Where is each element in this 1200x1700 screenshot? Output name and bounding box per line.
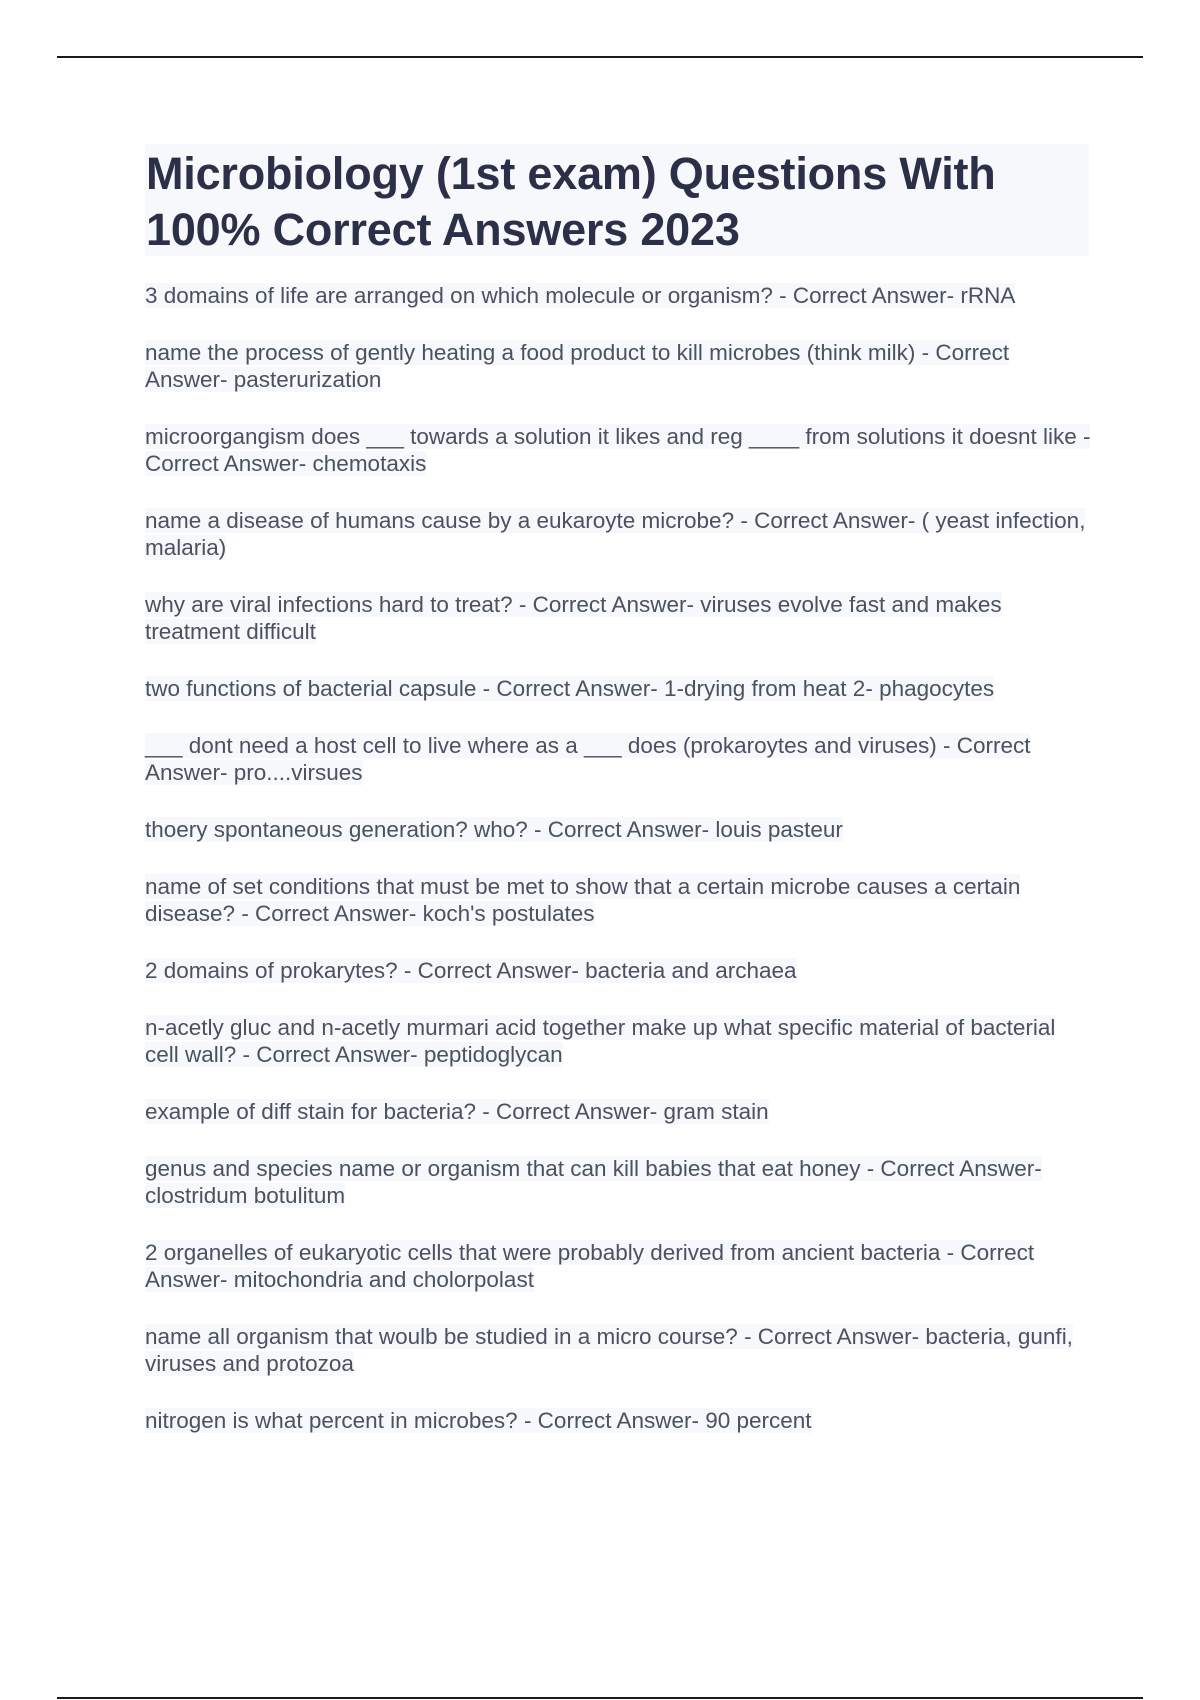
page-title: Microbiology (1st exam) Questions With 100% Correct Answers 2023 (146, 148, 996, 255)
qa-item-10 (145, 957, 1095, 984)
qa-item-5 (145, 591, 1095, 645)
qa-text: ___ dont need a host cell to live where as a ___ does (prokaroytes and viruses) - Correct Answer- pro....virsues (145, 733, 1031, 785)
qa-item-9 (145, 873, 1095, 927)
qa-text: 3 domains of life are arranged on which molecule or organism? - Correct Answer- rRNA (145, 283, 1016, 308)
qa-item-2 (145, 339, 1095, 393)
qa-item-8 (145, 816, 1095, 843)
qa-item-3 (145, 423, 1095, 477)
qa-item-7 (145, 732, 1095, 786)
top-divider (57, 56, 1143, 58)
qa-text: two functions of bacterial capsule - Correct Answer- 1-drying from heat 2- phagocytes (145, 676, 995, 701)
qa-text: name all organism that woulb be studied in a micro course? - Correct Answer- bacteria, gunfi, viruses and protozoa (145, 1324, 1073, 1376)
qa-text: n-acetly gluc and n-acetly murmari acid together make up what specific material of bacterial cell wall? - Correct Answer- peptidoglycan (145, 1015, 1056, 1067)
qa-item-15 (145, 1323, 1095, 1377)
qa-text: thoery spontaneous generation? who? - Correct Answer- louis pasteur (145, 817, 843, 842)
qa-item-4 (145, 507, 1095, 561)
qa-text: example of diff stain for bacteria? - Correct Answer- gram stain (145, 1099, 769, 1124)
qa-text: why are viral infections hard to treat? - Correct Answer- viruses evolve fast and makes treatment difficult (145, 592, 1002, 644)
qa-text: 2 organelles of eukaryotic cells that were probably derived from ancient bacteria - Correct Answer- mitochondria and cholorpolast (145, 1240, 1035, 1292)
qa-text: 2 domains of prokarytes? - Correct Answer- bacteria and archaea (145, 958, 797, 983)
qa-text: name of set conditions that must be met to show that a certain microbe causes a certain disease? - Correct Answer- koch's postulates (145, 874, 1021, 926)
qa-text: name the process of gently heating a food product to kill microbes (think milk) - Correct Answer- pasterurization (145, 340, 1010, 392)
qa-item-6 (145, 675, 1095, 702)
qa-item-12 (145, 1098, 1095, 1125)
qa-item-1 (145, 282, 1095, 309)
qa-text: microorgangism does ___ towards a solution it likes and reg ____ from solutions it doesnt like - Correct Answer- chemotaxis (145, 424, 1091, 476)
qa-list (145, 282, 1095, 1464)
qa-item-11 (145, 1014, 1095, 1068)
title-block (145, 144, 1089, 256)
qa-item-14 (145, 1239, 1095, 1293)
qa-item-16 (145, 1407, 1095, 1434)
qa-text: name a disease of humans cause by a eukaroyte microbe? - Correct Answer- ( yeast infection, malaria) (145, 508, 1086, 560)
qa-text: nitrogen is what percent in microbes? - Correct Answer- 90 percent (145, 1408, 812, 1433)
qa-text: genus and species name or organism that can kill babies that eat honey - Correct Answer- clostridum botulitum (145, 1156, 1042, 1208)
bottom-divider (57, 1697, 1143, 1699)
qa-item-13 (145, 1155, 1095, 1209)
